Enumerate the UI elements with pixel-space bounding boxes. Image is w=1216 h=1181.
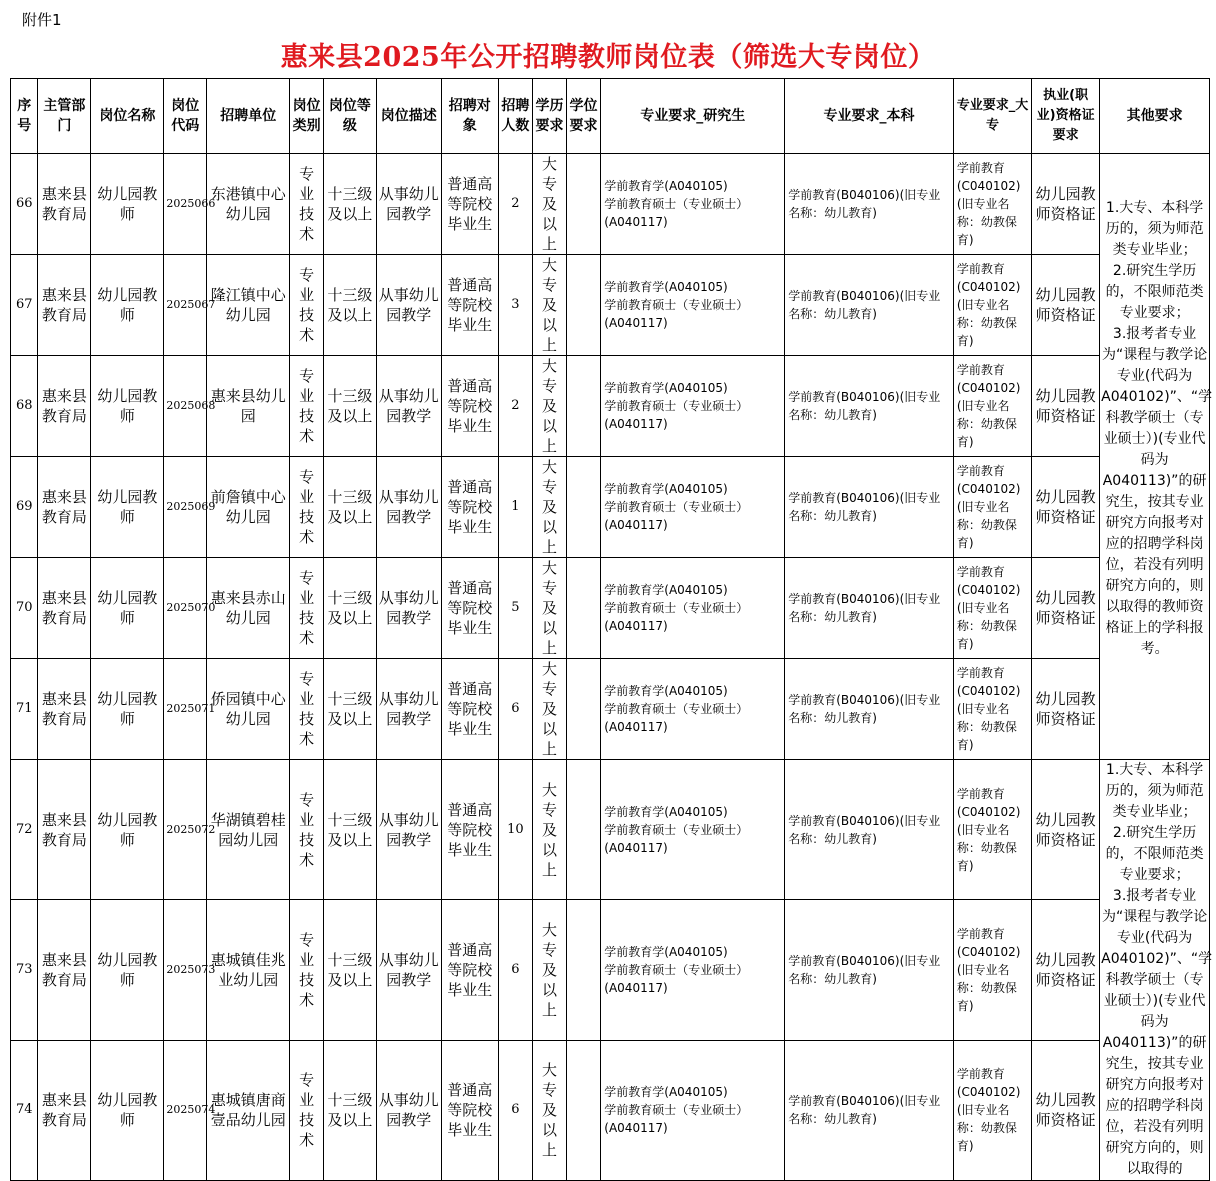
cell-degree bbox=[566, 154, 601, 255]
cell-post-level: 十三级及以上 bbox=[323, 760, 376, 900]
cell-degree bbox=[566, 356, 601, 457]
cell-major-college: 学前教育(C040102)(旧专业名称：幼教保育) bbox=[953, 457, 1031, 558]
cell-degree bbox=[566, 659, 601, 760]
col-major-bach: 专业要求_本科 bbox=[785, 79, 954, 154]
cell-post-level: 十三级及以上 bbox=[323, 154, 376, 255]
cell-major-bach: 学前教育(B040106)(旧专业名称：幼儿教育) bbox=[785, 154, 954, 255]
cell-edu: 大专及以上 bbox=[533, 900, 567, 1040]
cell-cert: 幼儿园教师资格证 bbox=[1032, 1040, 1100, 1180]
col-post-code: 岗位代码 bbox=[164, 79, 207, 154]
table-row bbox=[11, 255, 1210, 356]
cell-unit: 隆江镇中心幼儿园 bbox=[207, 255, 290, 356]
cell-cert: 幼儿园教师资格证 bbox=[1032, 558, 1100, 659]
cell-edu: 大专及以上 bbox=[533, 457, 567, 558]
cell-target: 普通高等院校毕业生 bbox=[441, 558, 498, 659]
cell-seq: 68 bbox=[11, 356, 38, 457]
col-cert: 执业(职业)资格证要求 bbox=[1032, 79, 1100, 154]
cell-count: 2 bbox=[498, 356, 533, 457]
cell-major-grad: 学前教育学(A040105) 学前教育硕士（专业硕士）(A040117) bbox=[601, 659, 785, 760]
cell-unit: 侨园镇中心幼儿园 bbox=[207, 659, 290, 760]
cell-post-desc: 从事幼儿园教学 bbox=[376, 659, 441, 760]
cell-post-code: 2025074 bbox=[164, 1040, 207, 1180]
cell-target: 普通高等院校毕业生 bbox=[441, 356, 498, 457]
cell-unit: 惠来县赤山幼儿园 bbox=[207, 558, 290, 659]
col-major-grad: 专业要求_研究生 bbox=[601, 79, 785, 154]
cell-post-name: 幼儿园教师 bbox=[91, 154, 164, 255]
cell-target: 普通高等院校毕业生 bbox=[441, 1040, 498, 1180]
cell-count: 3 bbox=[498, 255, 533, 356]
cell-post-code: 2025070 bbox=[164, 558, 207, 659]
cell-major-bach: 学前教育(B040106)(旧专业名称：幼儿教育) bbox=[785, 659, 954, 760]
cell-post-type: 专业技术 bbox=[290, 356, 324, 457]
table-row bbox=[11, 760, 1210, 900]
cell-major-bach: 学前教育(B040106)(旧专业名称：幼儿教育) bbox=[785, 457, 954, 558]
col-seq: 序号 bbox=[11, 79, 38, 154]
cell-seq: 72 bbox=[11, 760, 38, 900]
cell-post-level: 十三级及以上 bbox=[323, 457, 376, 558]
cell-dept: 惠来县教育局 bbox=[38, 356, 91, 457]
cell-unit: 惠城镇唐商壹品幼儿园 bbox=[207, 1040, 290, 1180]
page-title: 惠来县2025年公开招聘教师岗位表（筛选大专岗位） bbox=[280, 42, 936, 73]
cell-major-college: 学前教育(C040102)(旧专业名称：幼教保育) bbox=[953, 1040, 1031, 1180]
cell-seq: 73 bbox=[11, 900, 38, 1040]
cell-degree bbox=[566, 558, 601, 659]
cell-major-college: 学前教育(C040102)(旧专业名称：幼教保育) bbox=[953, 356, 1031, 457]
cell-count: 10 bbox=[498, 760, 533, 900]
table-row bbox=[11, 900, 1210, 1040]
table-row bbox=[11, 659, 1210, 760]
cell-post-level: 十三级及以上 bbox=[323, 356, 376, 457]
cell-cert: 幼儿园教师资格证 bbox=[1032, 457, 1100, 558]
cell-major-grad: 学前教育学(A040105) 学前教育硕士（专业硕士）(A040117) bbox=[601, 255, 785, 356]
col-post-level: 岗位等级 bbox=[323, 79, 376, 154]
cell-post-code: 2025068 bbox=[164, 356, 207, 457]
cell-post-code: 2025069 bbox=[164, 457, 207, 558]
cell-post-type: 专业技术 bbox=[290, 760, 324, 900]
cell-major-college: 学前教育(C040102)(旧专业名称：幼教保育) bbox=[953, 558, 1031, 659]
cell-post-desc: 从事幼儿园教学 bbox=[376, 255, 441, 356]
cell-post-desc: 从事幼儿园教学 bbox=[376, 457, 441, 558]
cell-target: 普通高等院校毕业生 bbox=[441, 900, 498, 1040]
cell-major-bach: 学前教育(B040106)(旧专业名称：幼儿教育) bbox=[785, 558, 954, 659]
cell-post-type: 专业技术 bbox=[290, 255, 324, 356]
cell-seq: 66 bbox=[11, 154, 38, 255]
cell-edu: 大专及以上 bbox=[533, 760, 567, 900]
cell-post-type: 专业技术 bbox=[290, 154, 324, 255]
cell-major-college: 学前教育(C040102)(旧专业名称：幼教保育) bbox=[953, 154, 1031, 255]
cell-post-desc: 从事幼儿园教学 bbox=[376, 1040, 441, 1180]
col-post-type: 岗位类别 bbox=[290, 79, 324, 154]
cell-post-level: 十三级及以上 bbox=[323, 558, 376, 659]
cell-major-grad: 学前教育学(A040105) 学前教育硕士（专业硕士）(A040117) bbox=[601, 1040, 785, 1180]
cell-post-code: 2025071 bbox=[164, 659, 207, 760]
cell-post-type: 专业技术 bbox=[290, 900, 324, 1040]
col-degree: 学位要求 bbox=[566, 79, 601, 154]
cell-major-bach: 学前教育(B040106)(旧专业名称：幼儿教育) bbox=[785, 1040, 954, 1180]
cell-major-bach: 学前教育(B040106)(旧专业名称：幼儿教育) bbox=[785, 900, 954, 1040]
col-dept: 主管部门 bbox=[38, 79, 91, 154]
cell-post-type: 专业技术 bbox=[290, 457, 324, 558]
cell-unit: 惠来县幼儿园 bbox=[207, 356, 290, 457]
cell-major-grad: 学前教育学(A040105) 学前教育硕士（专业硕士）(A040117) bbox=[601, 356, 785, 457]
cell-post-code: 2025067 bbox=[164, 255, 207, 356]
cell-major-bach: 学前教育(B040106)(旧专业名称：幼儿教育) bbox=[785, 760, 954, 900]
cell-degree bbox=[566, 1040, 601, 1180]
cell-unit: 前詹镇中心幼儿园 bbox=[207, 457, 290, 558]
cell-major-college: 学前教育(C040102)(旧专业名称：幼教保育) bbox=[953, 760, 1031, 900]
cell-post-desc: 从事幼儿园教学 bbox=[376, 900, 441, 1040]
cell-cert: 幼儿园教师资格证 bbox=[1032, 659, 1100, 760]
cell-major-grad: 学前教育学(A040105) 学前教育硕士（专业硕士）(A040117) bbox=[601, 154, 785, 255]
cell-degree bbox=[566, 900, 601, 1040]
cell-edu: 大专及以上 bbox=[533, 659, 567, 760]
cell-edu: 大专及以上 bbox=[533, 558, 567, 659]
cell-dept: 惠来县教育局 bbox=[38, 457, 91, 558]
col-major-college: 专业要求_大专 bbox=[953, 79, 1031, 154]
cell-post-name: 幼儿园教师 bbox=[91, 558, 164, 659]
cell-target: 普通高等院校毕业生 bbox=[441, 659, 498, 760]
cell-post-level: 十三级及以上 bbox=[323, 900, 376, 1040]
col-count: 招聘人数 bbox=[498, 79, 533, 154]
cell-target: 普通高等院校毕业生 bbox=[441, 154, 498, 255]
cell-post-type: 专业技术 bbox=[290, 659, 324, 760]
cell-degree bbox=[566, 255, 601, 356]
cell-seq: 69 bbox=[11, 457, 38, 558]
col-post-name: 岗位名称 bbox=[91, 79, 164, 154]
cell-cert: 幼儿园教师资格证 bbox=[1032, 900, 1100, 1040]
cell-cert: 幼儿园教师资格证 bbox=[1032, 760, 1100, 900]
cell-major-bach: 学前教育(B040106)(旧专业名称：幼儿教育) bbox=[785, 356, 954, 457]
cell-post-code: 2025066 bbox=[164, 154, 207, 255]
cell-seq: 67 bbox=[11, 255, 38, 356]
cell-degree bbox=[566, 457, 601, 558]
cell-post-level: 十三级及以上 bbox=[323, 1040, 376, 1180]
table-row bbox=[11, 558, 1210, 659]
cell-dept: 惠来县教育局 bbox=[38, 1040, 91, 1180]
cell-post-type: 专业技术 bbox=[290, 1040, 324, 1180]
cell-post-name: 幼儿园教师 bbox=[91, 457, 164, 558]
attachment-label: 附件1 bbox=[22, 11, 62, 29]
cell-unit: 华湖镇碧桂园幼儿园 bbox=[207, 760, 290, 900]
cell-major-college: 学前教育(C040102)(旧专业名称：幼教保育) bbox=[953, 900, 1031, 1040]
table-row bbox=[11, 457, 1210, 558]
cell-degree bbox=[566, 760, 601, 900]
cell-edu: 大专及以上 bbox=[533, 1040, 567, 1180]
cell-post-type: 专业技术 bbox=[290, 558, 324, 659]
header-row bbox=[11, 79, 1210, 154]
cell-post-name: 幼儿园教师 bbox=[91, 900, 164, 1040]
cell-dept: 惠来县教育局 bbox=[38, 760, 91, 900]
cell-post-desc: 从事幼儿园教学 bbox=[376, 760, 441, 900]
col-edu: 学历要求 bbox=[533, 79, 567, 154]
cell-dept: 惠来县教育局 bbox=[38, 255, 91, 356]
cell-post-level: 十三级及以上 bbox=[323, 659, 376, 760]
cell-dept: 惠来县教育局 bbox=[38, 558, 91, 659]
cell-post-name: 幼儿园教师 bbox=[91, 659, 164, 760]
col-target: 招聘对象 bbox=[441, 79, 498, 154]
table-row bbox=[11, 1040, 1210, 1180]
cell-major-college: 学前教育(C040102)(旧专业名称：幼教保育) bbox=[953, 659, 1031, 760]
cell-major-grad: 学前教育学(A040105) 学前教育硕士（专业硕士）(A040117) bbox=[601, 900, 785, 1040]
table-row bbox=[11, 154, 1210, 255]
cell-post-desc: 从事幼儿园教学 bbox=[376, 356, 441, 457]
cell-dept: 惠来县教育局 bbox=[38, 154, 91, 255]
cell-post-desc: 从事幼儿园教学 bbox=[376, 154, 441, 255]
cell-major-college: 学前教育(C040102)(旧专业名称：幼教保育) bbox=[953, 255, 1031, 356]
col-post-desc: 岗位描述 bbox=[376, 79, 441, 154]
cell-post-name: 幼儿园教师 bbox=[91, 356, 164, 457]
cell-post-name: 幼儿园教师 bbox=[91, 255, 164, 356]
cell-post-name: 幼儿园教师 bbox=[91, 1040, 164, 1180]
cell-target: 普通高等院校毕业生 bbox=[441, 255, 498, 356]
cell-count: 6 bbox=[498, 659, 533, 760]
cell-count: 1 bbox=[498, 457, 533, 558]
cell-seq: 74 bbox=[11, 1040, 38, 1180]
cell-edu: 大专及以上 bbox=[533, 356, 567, 457]
cell-unit: 惠城镇佳兆业幼儿园 bbox=[207, 900, 290, 1040]
cell-cert: 幼儿园教师资格证 bbox=[1032, 255, 1100, 356]
cell-major-grad: 学前教育学(A040105) 学前教育硕士（专业硕士）(A040117) bbox=[601, 760, 785, 900]
cell-edu: 大专及以上 bbox=[533, 255, 567, 356]
cell-dept: 惠来县教育局 bbox=[38, 659, 91, 760]
table-row bbox=[11, 356, 1210, 457]
col-unit: 招聘单位 bbox=[207, 79, 290, 154]
cell-count: 6 bbox=[498, 1040, 533, 1180]
cell-post-level: 十三级及以上 bbox=[323, 255, 376, 356]
cell-other-requirements: 1.大专、本科学历的，须为师范类专业毕业； 2.研究生学历的，不限师范类专业要求； 3.报考者专业为“课程与教学论专业(代码为A040102)”、“学科教学硕士（专业硕士）)(专业代码为A040113)”的研究生，按其专业研究方向报考对应的招聘学科岗位，若没有列明研究方向的，则以取得的教师资格证上的学科报考。 bbox=[1100, 154, 1210, 760]
cell-post-code: 2025072 bbox=[164, 760, 207, 900]
recruitment-table bbox=[10, 78, 1213, 1181]
cell-major-grad: 学前教育学(A040105) 学前教育硕士（专业硕士）(A040117) bbox=[601, 457, 785, 558]
cell-cert: 幼儿园教师资格证 bbox=[1032, 154, 1100, 255]
cell-cert: 幼儿园教师资格证 bbox=[1032, 356, 1100, 457]
cell-major-grad: 学前教育学(A040105) 学前教育硕士（专业硕士）(A040117) bbox=[601, 558, 785, 659]
cell-seq: 70 bbox=[11, 558, 38, 659]
cell-count: 2 bbox=[498, 154, 533, 255]
cell-count: 6 bbox=[498, 900, 533, 1040]
col-other: 其他要求 bbox=[1100, 79, 1210, 154]
cell-other-requirements: 1.大专、本科学历的，须为师范类专业毕业； 2.研究生学历的，不限师范类专业要求； 3.报考者专业为“课程与教学论专业(代码为A040102)”、“学科教学硕士（专业硕士）)(专业代码为A040113)”的研究生，按其专业研究方向报考对应的招聘学科岗位，若没有列明研究方向的，则以取得的 bbox=[1100, 760, 1210, 1181]
cell-post-name: 幼儿园教师 bbox=[91, 760, 164, 900]
cell-seq: 71 bbox=[11, 659, 38, 760]
cell-count: 5 bbox=[498, 558, 533, 659]
cell-post-desc: 从事幼儿园教学 bbox=[376, 558, 441, 659]
cell-unit: 东港镇中心幼儿园 bbox=[207, 154, 290, 255]
cell-target: 普通高等院校毕业生 bbox=[441, 457, 498, 558]
cell-post-code: 2025073 bbox=[164, 900, 207, 1040]
cell-edu: 大专及以上 bbox=[533, 154, 567, 255]
cell-target: 普通高等院校毕业生 bbox=[441, 760, 498, 900]
cell-dept: 惠来县教育局 bbox=[38, 900, 91, 1040]
cell-major-bach: 学前教育(B040106)(旧专业名称：幼儿教育) bbox=[785, 255, 954, 356]
